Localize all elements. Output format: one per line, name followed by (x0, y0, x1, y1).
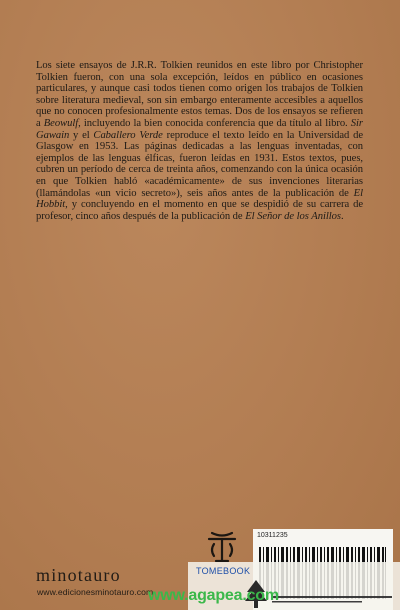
watermark-text: www.agapea.com (148, 587, 279, 604)
agapea-logo-icon (270, 580, 396, 608)
blurb-text-2: , incluyendo la bien conocida conferencia que da título al libro. (78, 117, 351, 129)
title-el-hobbit: El Hobbit (36, 187, 363, 211)
blurb-text-1: Los siete ensayos de J.R.R. Tolkien reunidos en este libro por Christopher Tolkien fueron, con una sola excepción, leídos en público en ocasiones particulares, y aunque casi todos tienen como origen los trabajos de Tolkien sobre literatura medieval, son sin embargo enteramente accesibles a aquellos que no conocen profesionalmente estos temas. Dos de los ensayos se refieren a (36, 60, 363, 129)
publisher-website: www.edicionesminotauro.com (37, 587, 154, 597)
back-cover-blurb (36, 60, 363, 222)
blurb-text-5: , y concluyendo en el momento en que se despidió de su carrera de profesor, cinco años después de la publicación de (36, 199, 363, 222)
blurb-text-6: . (340, 210, 344, 222)
title-sir-gawain: Sir Gawain (36, 117, 363, 141)
publisher-logo: minotauro (36, 565, 121, 585)
title-beowulf: Beowulf (43, 117, 79, 129)
tolkien-monogram-icon (203, 528, 241, 566)
stamp-label: TOMEBOOK (196, 566, 251, 576)
barcode-number: 10311235 (257, 532, 288, 539)
title-caballero-verde: Caballero Verde (93, 129, 163, 141)
blurb-text-4: reproduce el texto leído en la Universidad de Glasgow en 1953. Las páginas dedicadas a las lenguas inventadas, con ejemplos de las lenguas élficas, fueron leídas en 1931. Estos textos, pues, cubren un período de cerca de treinta años, comenzando con la única ocasión en que Tolkien habló «académicamente» de sus invenciones literarias (llamándolas «un vicio secreto»), seis años antes de la publicación de (36, 129, 363, 199)
blurb-text-3: y el (69, 129, 94, 141)
title-senor-anillos: El Señor de los Anillos (245, 210, 341, 222)
